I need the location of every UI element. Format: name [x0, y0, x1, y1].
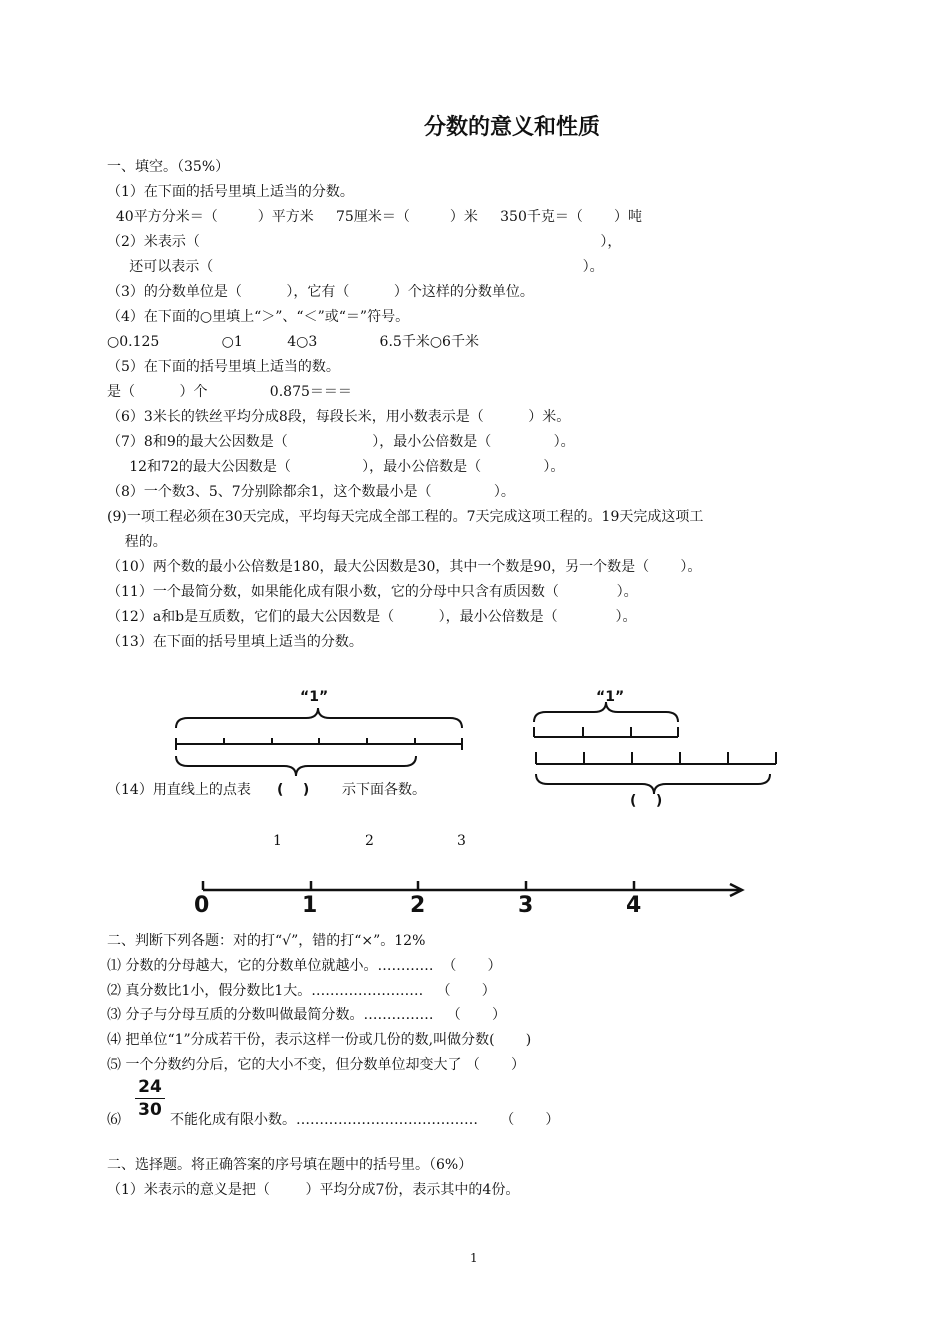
right-blank-label: ( ): [630, 793, 663, 809]
q14-blank: ( ): [277, 782, 310, 798]
left-top-brace: [176, 708, 462, 728]
axis-label-1: 1: [302, 893, 318, 918]
fraction-24-30: [135, 1077, 165, 1120]
left-bottom-brace: [176, 756, 416, 776]
page-number: 1: [470, 1251, 478, 1265]
fraction-bar: [135, 1098, 165, 1099]
q11-line: （11）一个最简分数，如果能化成有限小数，它的分母中只含有质因数（ ）。: [107, 584, 638, 600]
q12-line: （12）a和b是互质数，它们的最大公因数是（ ），最小公倍数是（ ）。: [107, 609, 637, 625]
fraction-numerator: 24: [138, 1077, 162, 1097]
q7-line2: 12和72的最大公因数是（ ），最小公倍数是（ ）。: [107, 459, 565, 475]
upper-label-3: 3: [457, 833, 466, 849]
section3-heading: 二、选择题。将正确答案的序号填在题中的括号里。（6%）: [107, 1157, 473, 1173]
section2-heading: 二、判断下列各题：对的打“√”，错的打“×”。12%: [107, 933, 426, 949]
judge-item-1: ⑴ 分数的分母越大，它的分数单位就越小。………… （ ）: [107, 958, 502, 974]
right-bottom-brace: [536, 774, 770, 794]
q4-line: （4）在下面的○里填上“＞”、“＜”或“＝”符号。: [107, 309, 410, 325]
q7-line: （7）8和9的最大公因数是（ ），最小公倍数是（ ）。: [107, 434, 575, 450]
q6-line: （6）3米长的铁丝平均分成8段，每段长米，用小数表示是（ ）米。: [107, 409, 571, 425]
q5-line: （5）在下面的括号里填上适当的数。: [107, 359, 340, 375]
judge-item-2: ⑵ 真分数比1小，假分数比1大。…………………… （ ）: [107, 983, 496, 999]
judge-item-3: ⑶ 分子与分母互质的分数叫做最简分数。…………… （ ）: [107, 1007, 506, 1023]
axis-label-4: 4: [626, 893, 642, 918]
upper-label-2: 2: [365, 833, 374, 849]
q9-line: (9)一项工程必须在30天完成，平均每天完成全部工程的。7天完成这项工程的。19天完成这项工: [107, 509, 704, 525]
q1-blanks: 40平方分米＝（ ）平方米 75厘米＝（ ）米 350千克＝（ ）吨: [107, 209, 643, 225]
left-one-label: “1”: [300, 689, 329, 705]
q13-line: （13）在下面的括号里填上适当的分数。: [107, 634, 363, 650]
q3-line: （3）的分数单位是（ ），它有（ ）个这样的分数单位。: [107, 284, 534, 300]
q4-compare-line: ○0.125 ○1 4○3 6.5千米○6千米: [107, 334, 479, 350]
q2-line2: 还可以表示（ ）。: [107, 259, 604, 275]
q5-blanks: 是（ ）个 0.875＝＝＝: [107, 384, 352, 400]
q10-line: （10）两个数的最小公倍数是180，最大公因数是30，其中一个数是90，另一个数是（ ）。: [107, 559, 702, 575]
q9-line2: 程的。: [107, 534, 167, 550]
right-one-label: “1”: [596, 689, 625, 705]
judge-item-5: ⑸ 一个分数约分后，它的大小不变，但分数单位却变大了 （ ）: [107, 1057, 526, 1073]
judge-item-4: ⑷ 把单位“1”分成若干份，表示这样一份或几份的数,叫做分数( ): [107, 1032, 532, 1048]
axis-label-0: 0: [194, 893, 210, 918]
choice-item-1: （1）米表示的意义是把（ ）平均分成7份，表示其中的4份。: [107, 1182, 520, 1198]
q1-line: （1）在下面的括号里填上适当的分数。: [107, 184, 354, 200]
q2-line: （2）米表示（ ），: [107, 234, 622, 250]
fraction-denominator: 30: [138, 1100, 162, 1120]
section1-heading: 一、填空。（35%）: [107, 159, 230, 175]
judge-item-6-text: 不能化成有限小数。………………………………… （ ）: [170, 1112, 560, 1128]
q14-text-after: 示下面各数。: [342, 782, 426, 798]
axis-label-2: 2: [410, 893, 426, 918]
axis-label-3: 3: [518, 893, 534, 918]
q14-text-before: （14）用直线上的点表: [107, 782, 251, 798]
upper-label-1: 1: [273, 833, 282, 849]
page-title: 分数的意义和性质: [423, 115, 600, 140]
judge-item-6-prefix: ⑹: [107, 1112, 121, 1128]
q8-line: （8）一个数3、5、7分别除都余1，这个数最小是（ ）。: [107, 484, 515, 500]
